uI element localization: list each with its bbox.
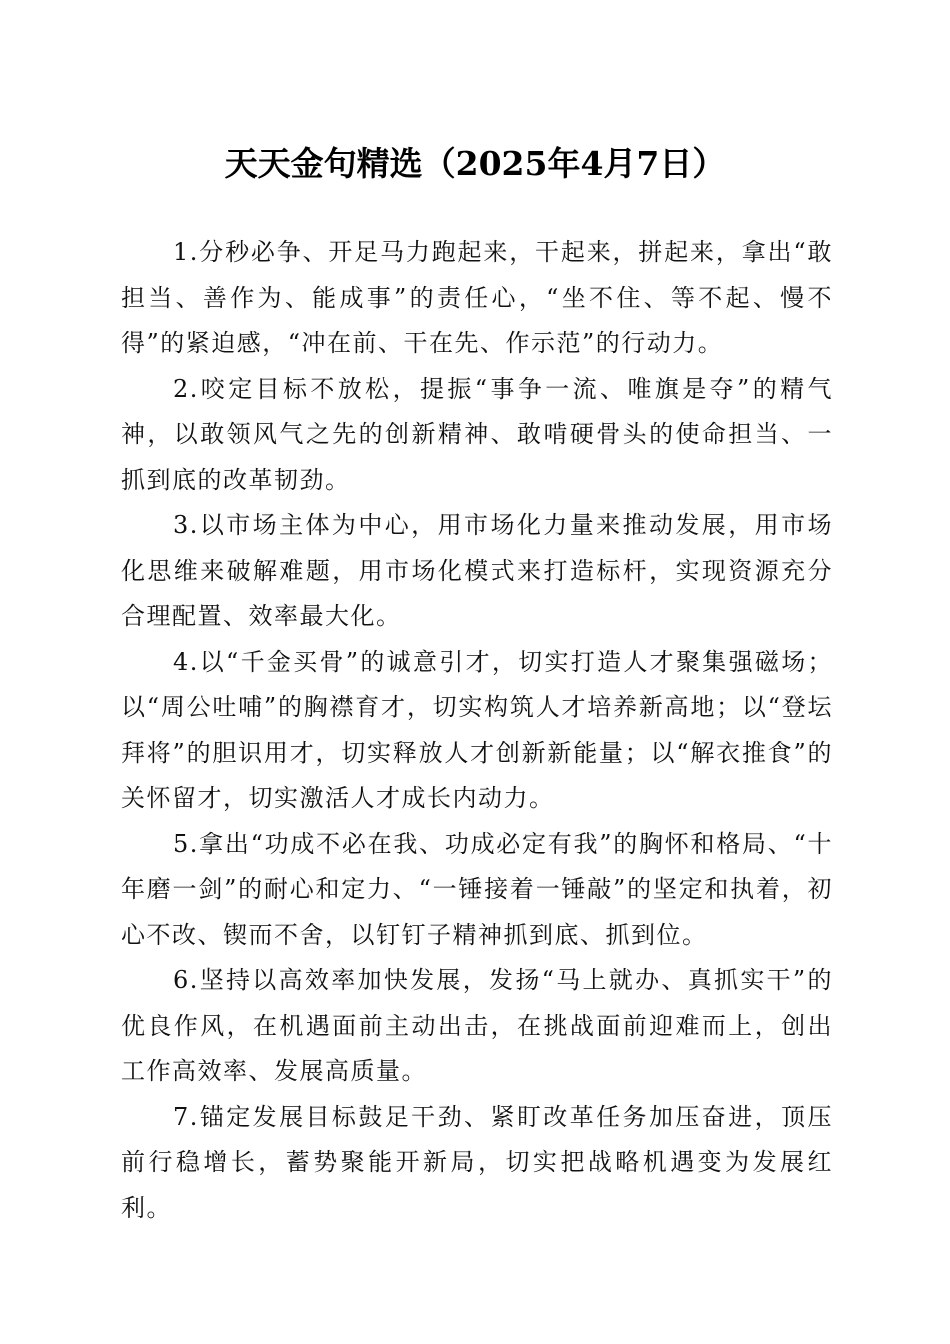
paragraph-1: 1.分秒必争、开足马力跑起来，干起来，拼起来，拿出“敢担当、善作为、能成事”的责任心，“坐不住、等不起、慢不得”的紧迫感，“冲在前、干在先、作示范”的行动力。 bbox=[121, 238, 833, 357]
paragraph-6: 6.坚持以高效率加快发展，发扬“马上就办、真抓实干”的优良作风，在机遇面前主动出击，在挑战面前迎难而上，创出工作高效率、发展高质量。 bbox=[121, 966, 833, 1085]
document-body bbox=[121, 230, 833, 1231]
paragraph-2: 2.咬定目标不放松，提振“事争一流、唯旗是夺”的精气神，以敢领风气之先的创新精神、敢啃硬骨头的使命担当、一抓到底的改革韧劲。 bbox=[121, 374, 833, 494]
paragraph-4: 4.以“千金买骨”的诚意引才，切实打造人才聚集强磁场；以“周公吐哺”的胸襟育才，切实构筑人才培养新高地；以“登坛拜将”的胆识用才，切实释放人才创新新能量；以“解衣推食”的关怀留才，切实激活人才成长内动力。 bbox=[121, 647, 833, 812]
paragraph-5: 5.拿出“功成不必在我、功成必定有我”的胸怀和格局、“十年磨一剑”的耐心和定力、“一锤接着一锤敲”的坚定和执着，初心不改、锲而不舍，以钉钉子精神抓到底、抓到位。 bbox=[121, 829, 833, 949]
paragraph-7: 7.锚定发展目标鼓足干劲、紧盯改革任务加压奋进，顶压前行稳增长，蓄势聚能开新局，切实把战略机遇变为发展红利。 bbox=[121, 1102, 833, 1222]
paragraph-3: 3.以市场主体为中心，用市场化力量来推动发展，用市场化思维来破解难题，用市场化模式来打造标杆，实现资源充分合理配置、效率最大化。 bbox=[121, 511, 833, 630]
document-title: 天天金句精选（2025年4月7日） bbox=[224, 144, 726, 183]
